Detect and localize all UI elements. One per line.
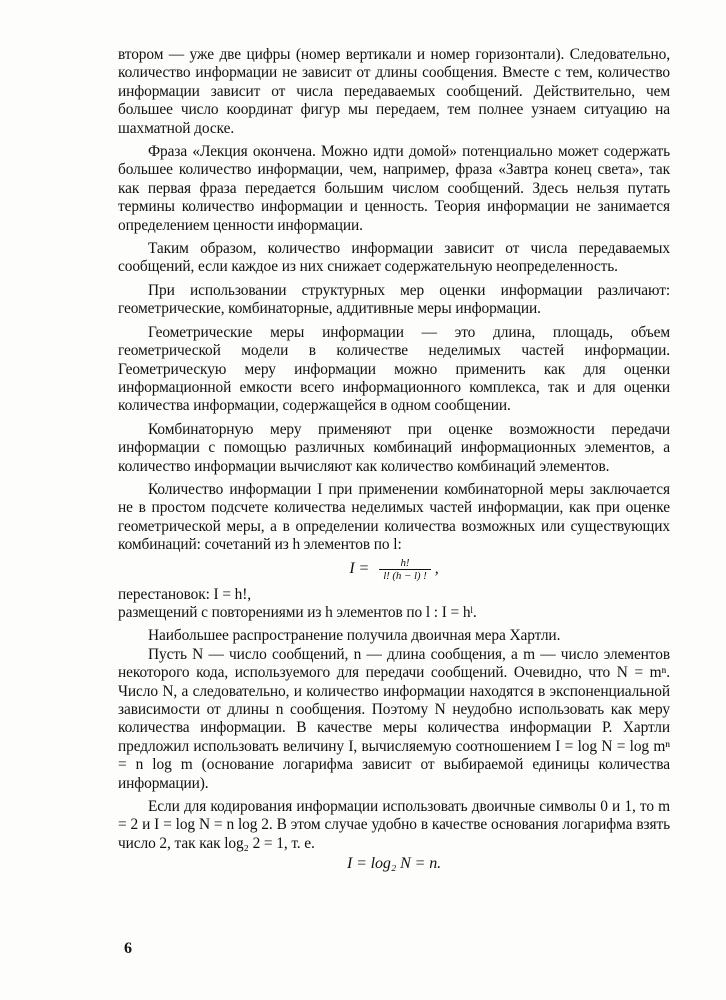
page-number: 6 <box>124 940 132 957</box>
paragraph-1: втором — уже две цифры (номер вертикали и номер горизонтали). Следовательно, количество информации не зависит от длины сообщения. Вместе с тем, количество информации зависит от числа передаваемых сообщений. Действительно, чем большее число координат фигур мы передаем, тем полнее узнаем ситуацию на шахматной доске. <box>118 46 670 137</box>
formula-fraction <box>379 557 431 582</box>
formula-numerator: h! <box>379 557 431 570</box>
formula-lhs: I = <box>349 559 370 577</box>
permutations-line: перестановок: I = h!, <box>118 585 252 603</box>
paragraph-8: Наибольшее распространение получила двоичная мера Хартли. <box>148 627 561 645</box>
paragraph-7: Количество информации I при применении комбинаторной меры заключается не в простом подсчете количества неделимых частей информации, как при оценке геометрической меры, а в определении количества возможных или существующих комбинаций: сочетаний из h элементов по l: <box>118 480 670 554</box>
formula-denominator: l! (h − l) ! <box>383 569 427 582</box>
paragraph-4: При использовании структурных мер оценки информации различают: геометрические, комбинаторные, аддитивные меры информации. <box>118 281 670 318</box>
text-block <box>118 46 670 878</box>
paragraph-2: Фраза «Лекция окончена. Можно идти домой» потенциально может содержать большее количество информации, чем, например, фраза «Завтра конец света», так как первая фраза передается большим числом сообщений. Здесь нельзя путать термины количество информации и ценность. Теория информации не занимается определением ценности информации. <box>118 143 670 234</box>
paragraph-10: Если для кодирования информации использовать двоичные символы 0 и 1, то m = 2 и I = log N = n log 2. В этом случае удобно в качестве основания логарифма взять число 2, так как log₂ 2 = 1, т. е. <box>118 798 670 852</box>
paragraph-5: Геометрические меры информации — это длина, площадь, объем геометрической модели в количестве неделимых частей информации. Геометрическую меру информации можно применить как для оценки информационной емкости всего информационного комплекса, так и для оценки количества информации, содержащейся в одном сообщении. <box>118 323 670 415</box>
paragraph-6: Комбинаторную меру применяют при оценке возможности передачи информации с помощью различных комбинаций информационных элементов, а количество информации вычисляют как количество комбинаций элементов. <box>118 420 670 475</box>
formula-trail: , <box>434 559 439 577</box>
final-formula: I = log₂ N = n. <box>346 855 442 873</box>
formula-combinations <box>118 557 670 582</box>
placements-line: размещений с повторениями из h элементов по l : I = hˡ. <box>118 603 477 621</box>
paragraph-3: Таким образом, количество информации зависит от числа передаваемых сообщений, если каждое из них снижает содержательную неопределенность. <box>118 240 670 276</box>
paragraph-9: Пусть N — число сообщений, n — длина сообщения, а m — число элементов некоторого кода, используемого для передачи сообщений. Очевидно, что N = mⁿ. Число N, а следовательно, и количество информации находятся в экспоненциальной зависимости от длины n сообщения. Поэтому N неудобно использовать как меру количества информации. В качестве меры количества информации Р. Хартли предложил использовать величину I, вычисляемую соотношением I = log N = log mⁿ = n log m (основание логарифма зависит от выбираемой единицы количества информации). <box>118 645 670 792</box>
